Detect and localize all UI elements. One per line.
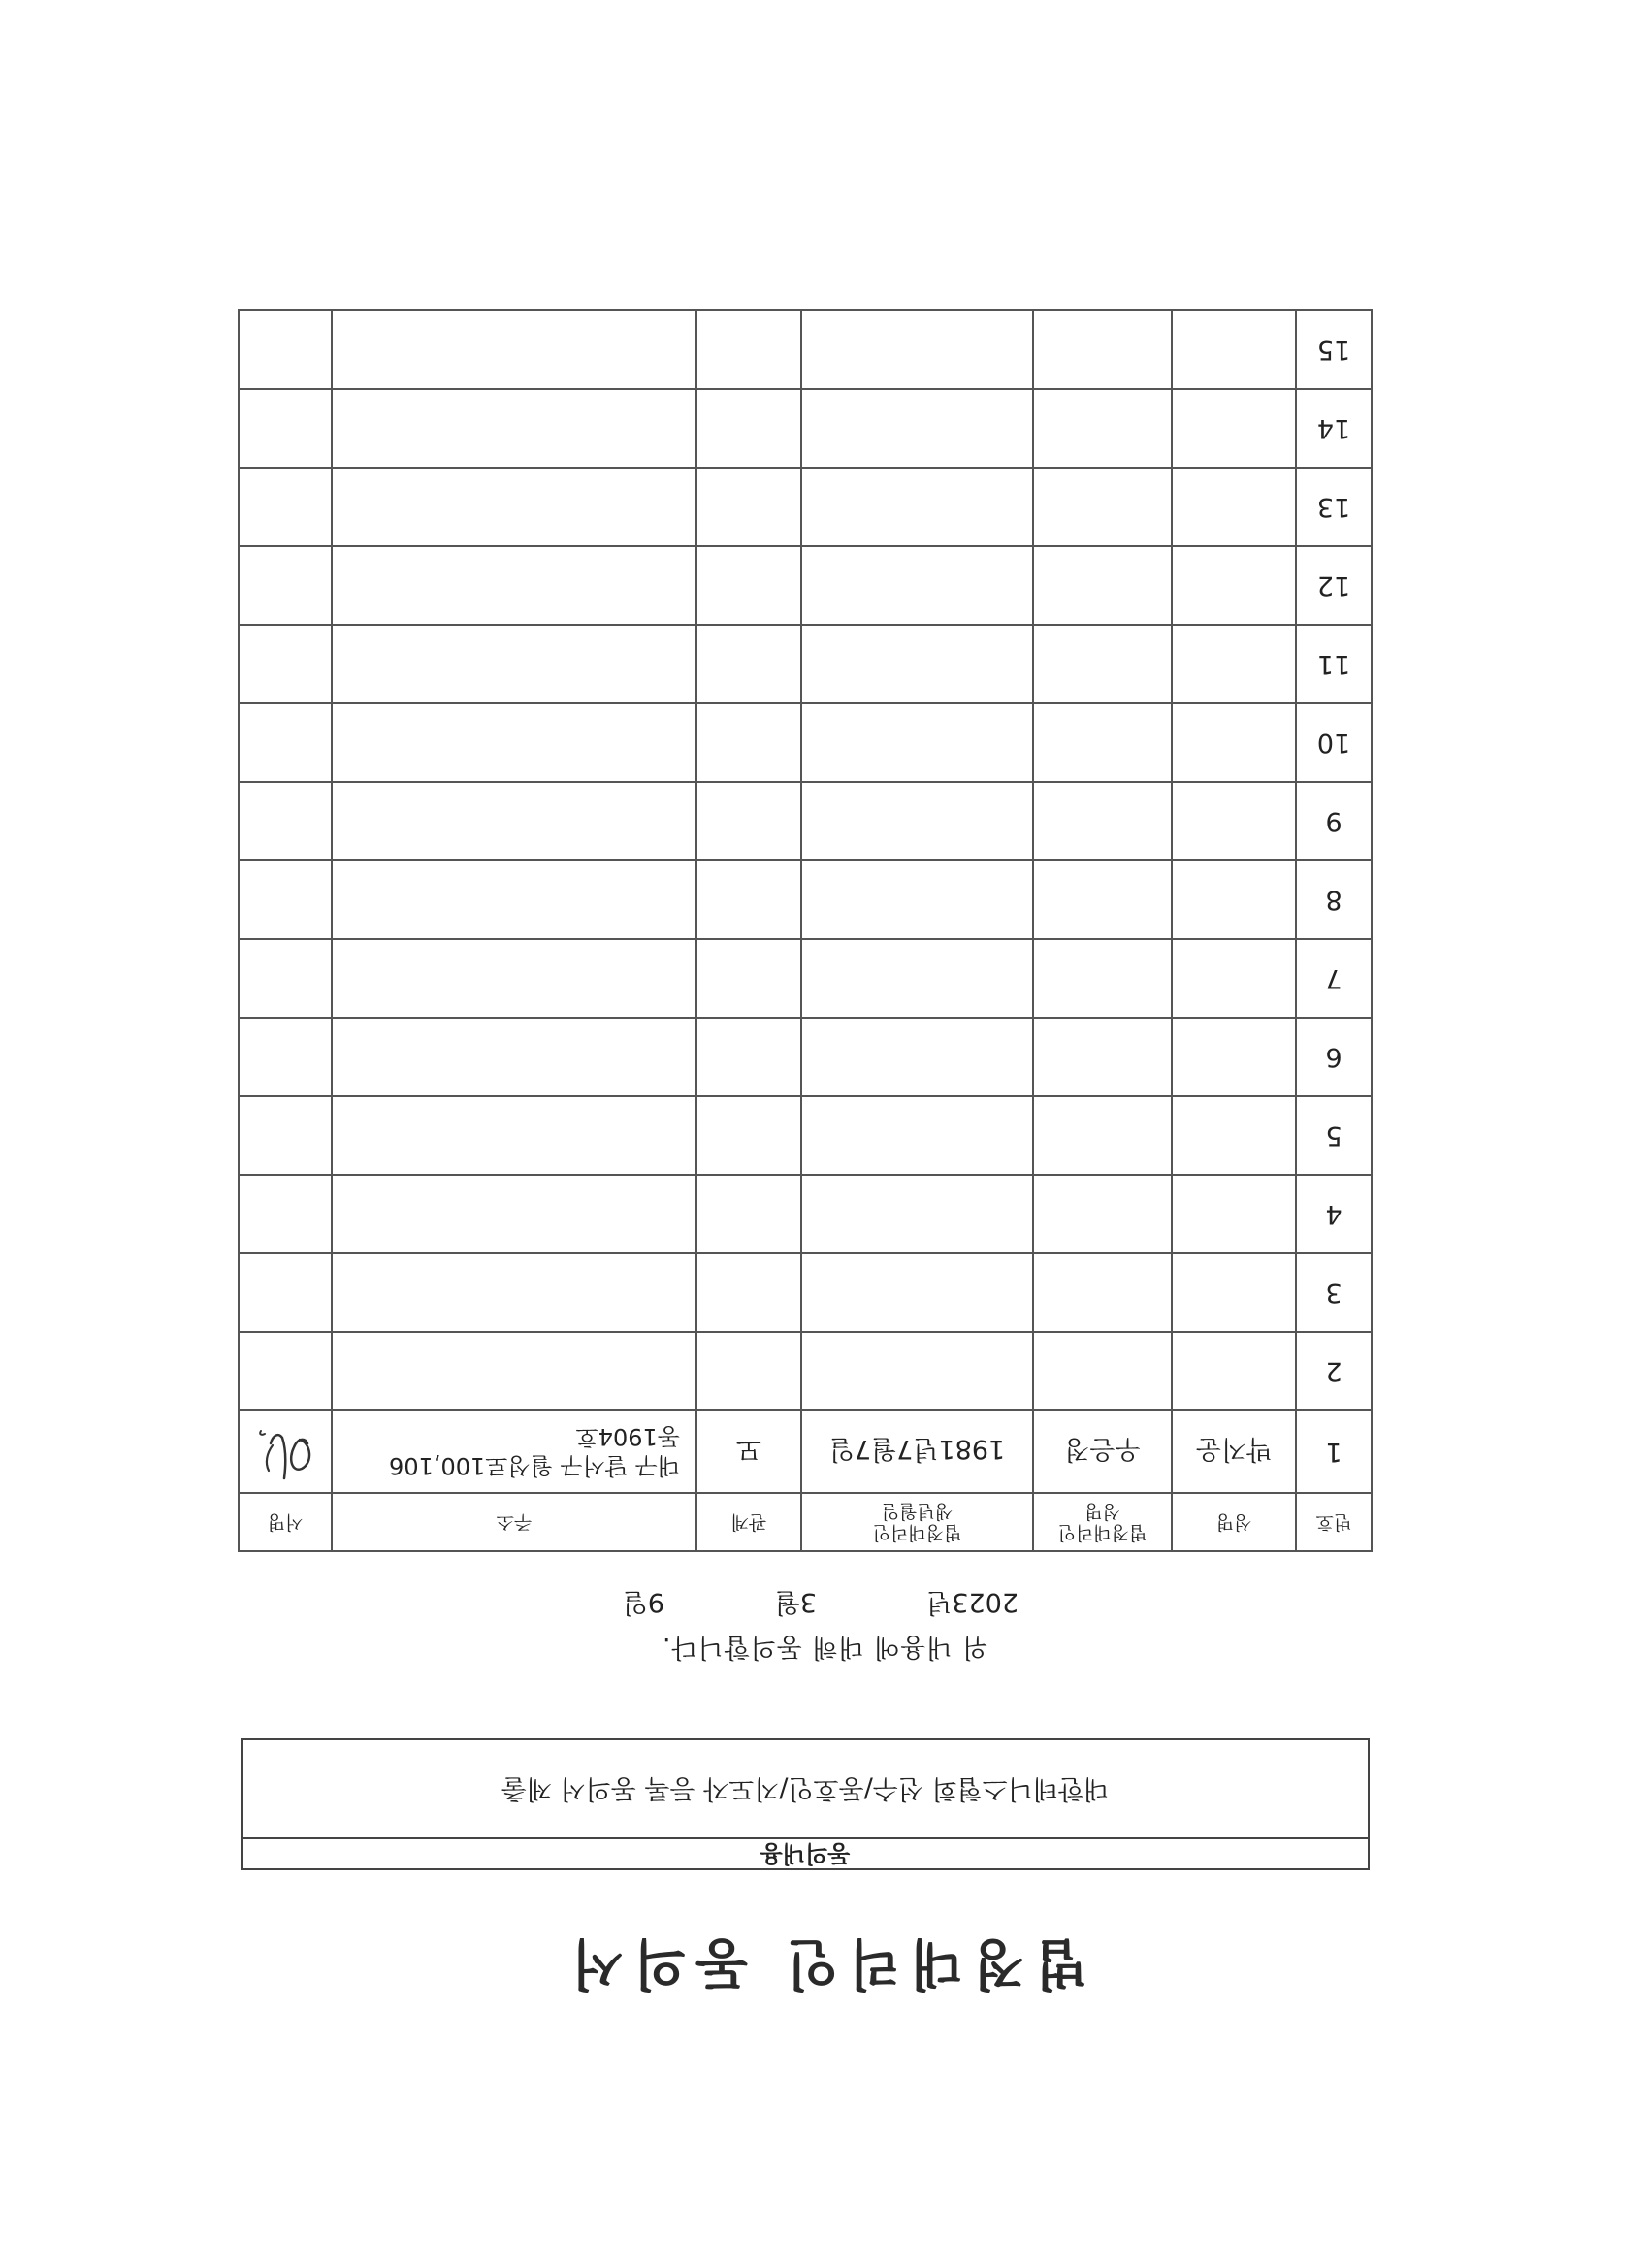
date-month: 3월	[774, 1587, 817, 1617]
cell-relation	[696, 1253, 801, 1332]
cell-guardian-name	[1033, 860, 1172, 939]
header-signature: 서명	[239, 1493, 332, 1551]
cell-name	[1172, 310, 1296, 389]
cell-guardian-birth	[801, 625, 1033, 703]
consent-header: 동의내용	[242, 1837, 1368, 1868]
cell-guardian-name	[1033, 1018, 1172, 1096]
table-row	[239, 310, 1372, 389]
cell-signature	[239, 1332, 332, 1410]
cell-address	[332, 860, 696, 939]
cell-relation	[696, 310, 801, 389]
cell-signature	[239, 860, 332, 939]
consent-box	[241, 1738, 1370, 1870]
table-row	[239, 1096, 1372, 1175]
cell-signature	[239, 625, 332, 703]
table-row	[239, 1253, 1372, 1332]
cell-signature	[239, 703, 332, 782]
cell-address: 대구 달서구 월성로100,106 동1904호	[332, 1410, 696, 1493]
cell-address	[332, 703, 696, 782]
table-row	[239, 703, 1372, 782]
cell-guardian-birth	[801, 468, 1033, 546]
cell-name	[1172, 1018, 1296, 1096]
cell-signature	[239, 310, 332, 389]
cell-relation	[696, 703, 801, 782]
cell-number: 14	[1296, 389, 1372, 468]
cell-name	[1172, 1175, 1296, 1253]
cell-name	[1172, 1096, 1296, 1175]
cell-guardian-name	[1033, 782, 1172, 860]
cell-relation	[696, 1332, 801, 1410]
header-guardian-name: 법정대리인 성명	[1033, 1493, 1172, 1551]
cell-number: 4	[1296, 1175, 1372, 1253]
cell-guardian-name	[1033, 1175, 1172, 1253]
cell-number: 5	[1296, 1096, 1372, 1175]
cell-guardian-birth	[801, 1096, 1033, 1175]
cell-address	[332, 546, 696, 625]
cell-address	[332, 310, 696, 389]
cell-name	[1172, 468, 1296, 546]
cell-guardian-birth	[801, 703, 1033, 782]
table-row	[239, 625, 1372, 703]
cell-address	[332, 1175, 696, 1253]
cell-name	[1172, 389, 1296, 468]
cell-name	[1172, 860, 1296, 939]
cell-signature	[239, 782, 332, 860]
cell-number: 12	[1296, 546, 1372, 625]
table-row	[239, 782, 1372, 860]
cell-number: 9	[1296, 782, 1372, 860]
cell-relation	[696, 625, 801, 703]
cell-signature	[239, 468, 332, 546]
cell-relation	[696, 468, 801, 546]
guardian-table	[238, 309, 1373, 1552]
cell-signature	[239, 1410, 332, 1493]
cell-guardian-birth	[801, 1175, 1033, 1253]
date-year: 2023년	[926, 1587, 1018, 1617]
cell-relation	[696, 389, 801, 468]
cell-address	[332, 1096, 696, 1175]
cell-address	[332, 389, 696, 468]
cell-number: 11	[1296, 625, 1372, 703]
cell-relation: 모	[696, 1410, 801, 1493]
header-guardian-birth: 법정대리인 생년월일	[801, 1493, 1033, 1551]
cell-guardian-birth	[801, 389, 1033, 468]
cell-address	[332, 1332, 696, 1410]
cell-relation	[696, 1018, 801, 1096]
agreement-statement: 위 내용에 대해 동의합니다.	[661, 1632, 988, 1662]
header-address: 주소	[332, 1493, 696, 1551]
cell-signature	[239, 939, 332, 1018]
cell-guardian-name	[1033, 703, 1172, 782]
cell-name	[1172, 703, 1296, 782]
handwritten-signature	[242, 1418, 329, 1492]
table-row	[239, 939, 1372, 1018]
cell-number: 2	[1296, 1332, 1372, 1410]
cell-guardian-name	[1033, 625, 1172, 703]
cell-number: 13	[1296, 468, 1372, 546]
cell-guardian-birth	[801, 546, 1033, 625]
cell-number: 15	[1296, 310, 1372, 389]
cell-relation	[696, 546, 801, 625]
cell-address	[332, 625, 696, 703]
cell-name	[1172, 1253, 1296, 1332]
table-row	[239, 1175, 1372, 1253]
cell-guardian-birth	[801, 860, 1033, 939]
cell-guardian-name: 우은정	[1033, 1410, 1172, 1493]
cell-guardian-birth	[801, 1018, 1033, 1096]
cell-guardian-birth	[801, 310, 1033, 389]
table-row	[239, 468, 1372, 546]
cell-address	[332, 468, 696, 546]
cell-guardian-name	[1033, 1253, 1172, 1332]
cell-guardian-name	[1033, 1332, 1172, 1410]
cell-address	[332, 1018, 696, 1096]
page-title: 법정대리인 동의서	[561, 1931, 1088, 1994]
cell-number: 8	[1296, 860, 1372, 939]
signature-date	[592, 1589, 1018, 1624]
table-row	[239, 389, 1372, 468]
cell-number: 10	[1296, 703, 1372, 782]
cell-address	[332, 939, 696, 1018]
cell-number: 6	[1296, 1018, 1372, 1096]
cell-number: 7	[1296, 939, 1372, 1018]
cell-relation	[696, 860, 801, 939]
cell-signature	[239, 546, 332, 625]
cell-signature	[239, 1253, 332, 1332]
cell-name	[1172, 939, 1296, 1018]
table-row	[239, 1018, 1372, 1096]
cell-number: 1	[1296, 1410, 1372, 1493]
cell-relation	[696, 782, 801, 860]
cell-signature	[239, 1018, 332, 1096]
cell-guardian-name	[1033, 310, 1172, 389]
cell-guardian-birth	[801, 939, 1033, 1018]
header-name: 성명	[1172, 1493, 1296, 1551]
cell-guardian-name	[1033, 1096, 1172, 1175]
cell-relation	[696, 939, 801, 1018]
cell-name	[1172, 1332, 1296, 1410]
cell-name	[1172, 782, 1296, 860]
cell-number: 3	[1296, 1253, 1372, 1332]
cell-relation	[696, 1096, 801, 1175]
cell-signature	[239, 389, 332, 468]
table-row	[239, 1332, 1372, 1410]
cell-guardian-birth	[801, 1253, 1033, 1332]
cell-relation	[696, 1175, 801, 1253]
cell-guardian-birth: 1981년7월7일	[801, 1410, 1033, 1493]
cell-guardian-name	[1033, 389, 1172, 468]
cell-guardian-birth	[801, 1332, 1033, 1410]
table-row	[239, 1410, 1372, 1493]
consent-body: 대한테니스협회 선수/동호인/지도자 등록 동의서 제출	[501, 1773, 1110, 1803]
cell-guardian-birth	[801, 782, 1033, 860]
cell-name: 박지운	[1172, 1410, 1296, 1493]
cell-address	[332, 1253, 696, 1332]
cell-signature	[239, 1096, 332, 1175]
table-row	[239, 546, 1372, 625]
cell-guardian-name	[1033, 468, 1172, 546]
header-relation: 관계	[696, 1493, 801, 1551]
cell-signature	[239, 1175, 332, 1253]
cell-guardian-name	[1033, 939, 1172, 1018]
table-row	[239, 860, 1372, 939]
date-day: 9일	[622, 1587, 664, 1617]
table-header-row	[239, 1493, 1372, 1551]
header-number: 번호	[1296, 1493, 1372, 1551]
cell-address	[332, 782, 696, 860]
cell-guardian-name	[1033, 546, 1172, 625]
cell-name	[1172, 625, 1296, 703]
cell-name	[1172, 546, 1296, 625]
